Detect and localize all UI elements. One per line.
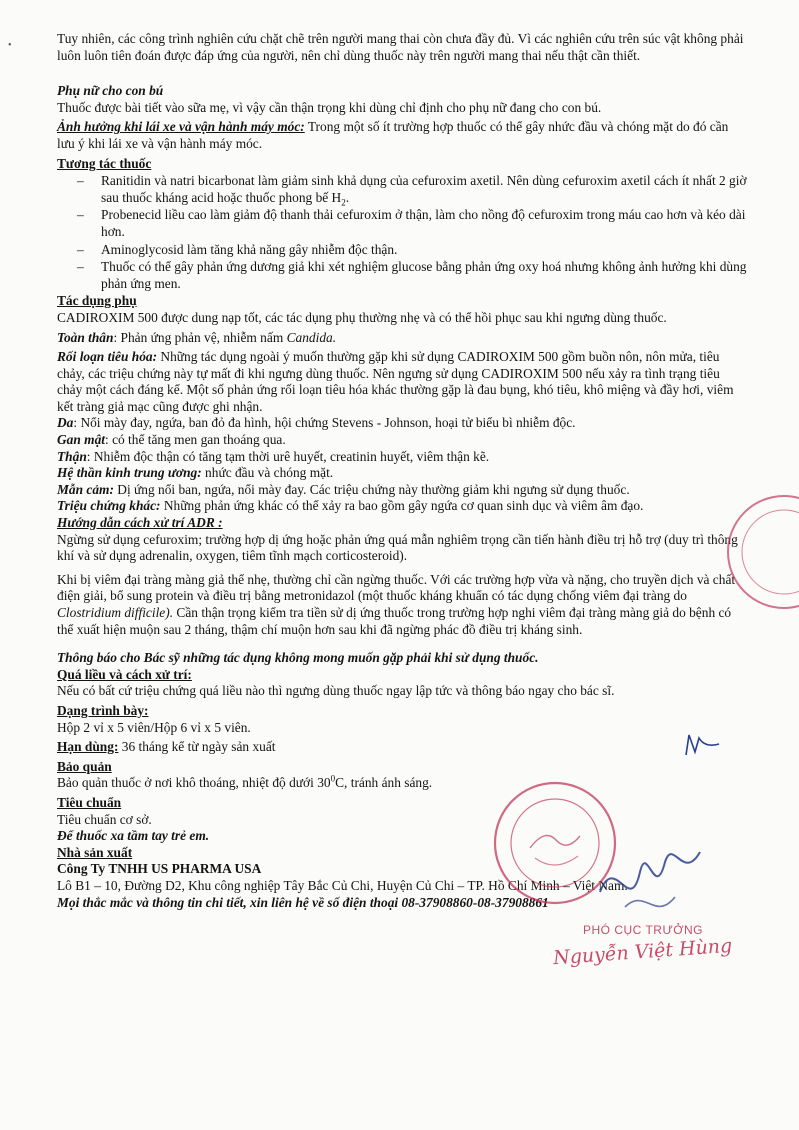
adr-text-2	[57, 572, 747, 638]
skin-text: : Nổi mày đay, ngứa, ban đỏ đa hình, hội chứng Stevens - Johnson, hoại tử biểu bì nhiễm độc.	[73, 415, 576, 431]
skin-label: Da	[57, 415, 74, 431]
storage-heading: Bảo quản	[57, 758, 112, 774]
expiry-paragraph	[57, 739, 747, 756]
intro-paragraph: Tuy nhiên, các công trình nghiên cứu chặt chẽ trên người mang thai còn chưa đầy đủ. Vì các nghiên cứu trên súc vật không phải luôn luôn tiên đoán được đáp ứng của người, nên chỉ dùng thuốc này trên người mang thai nếu thật cần thiết.	[57, 31, 744, 63]
driving-text: Trong một số ít trường hợp thuốc có thể gây nhức đầu và chóng mặt do đó cần lưu ý khi lái xe và vận hành máy móc.	[57, 119, 729, 151]
cns-label: Hệ thần kinh trung ương:	[57, 465, 202, 481]
liver-effects	[57, 432, 747, 449]
side-effects-intro: CADIROXIM 500 được dung nạp tốt, các tác dụng phụ thường nhẹ và có thể hồi phục sau khi ngưng dùng thuốc.	[57, 309, 667, 325]
digestive-label: Rối loạn tiêu hóa:	[57, 349, 158, 365]
candida-text: Candida.	[286, 329, 337, 345]
adr-text-2a: Khi bị viêm đại tràng màng giả thể nhẹ, thường chỉ cần ngừng thuốc. Với các trường hợp vừa và nặng, cho truyền dịch và chất điện giải, bổ sung protein và điều trị bằng metronidazol (một thuốc kháng khuẩn có tác dụng chống viêm đại tràng do	[57, 571, 736, 604]
general-text: : Phản ứng phản vệ, nhiễm nấm	[113, 329, 287, 345]
adr-text-2b: Cần thận trọng kiểm tra tiền sử dị ứng thuốc trong trường hợp nghi viêm đại tràng màng giả do bệnh có thể xuất hiện muộn sau 2 tháng, thậm chí muộn hơn sau khi đã ngừng phác đồ điều trị kháng sinh.	[57, 605, 732, 637]
overdose-heading: Quá liều và cách xử trí:	[57, 666, 192, 682]
signature-title: PHÓ CỤC TRƯỞNG	[583, 923, 703, 937]
breastfeeding-heading: Phụ nữ cho con bú	[57, 83, 164, 99]
general-label: Toàn thân	[57, 329, 114, 345]
presentation-text: Hộp 2 vỉ x 5 viên/Hộp 6 vỉ x 5 viên.	[57, 719, 251, 735]
storage-text-end: C, tránh ánh sáng.	[335, 775, 433, 791]
general-effects	[57, 330, 747, 347]
interaction-item: – Probenecid liều cao làm giảm độ thanh thải cefuroxim ở thận, làm cho nồng độ cefuroxim trong máu cao hơn và kéo dài hơn.	[57, 207, 747, 240]
standard-heading: Tiêu chuẩn	[57, 794, 122, 810]
presentation-heading: Dạng trình bày:	[57, 702, 149, 718]
other-label: Triệu chứng khác:	[57, 498, 161, 514]
breastfeeding-text: Thuốc được bài tiết vào sữa mẹ, vì vậy cần thận trọng khi dùng chỉ định cho phụ nữ đang cho con bú.	[57, 99, 602, 115]
other-text: Những phản ứng khác có thể xảy ra bao gồm gây ngứa cơ quan sinh dục và viêm âm đạo.	[160, 498, 644, 514]
manufacturer-address: Lô B1 – 10, Đường D2, Khu công nghiệp Tây Bắc Củ Chi, Huyện Củ Chi – TP. Hồ Chí Minh – Việt Nam.	[57, 877, 628, 893]
allergy-text: Dị ứng nổi ban, ngứa, nổi mày đay. Các triệu chứng này thường giảm khi ngưng sử dụng thuốc.	[113, 481, 630, 497]
subscript: 2	[341, 197, 346, 208]
children-warning: Để thuốc xa tầm tay trẻ em.	[57, 828, 210, 844]
scan-mark: •	[8, 40, 12, 51]
expiry-heading: Hạn dùng:	[57, 739, 119, 755]
skin-effects	[57, 415, 747, 432]
interaction-item: – Thuốc có thể gây phản ứng dương giả khi xét nghiệm glucose bằng phản ứng oxy hoá nhưng không ảnh hưởng khi dùng phản ứng men.	[57, 259, 747, 292]
driving-paragraph	[57, 119, 747, 152]
leaflet-page	[57, 31, 747, 911]
cns-effects	[57, 465, 747, 482]
degree-superscript: 0	[330, 773, 336, 784]
signature-name: Nguyễn Việt Hùng	[552, 934, 733, 970]
manufacturer-heading: Nhà sản xuất	[57, 844, 133, 860]
expiry-text: 36 tháng kể từ ngày sản xuất	[118, 739, 276, 755]
interaction-item: – Aminoglycosid làm tăng khả năng gây nhiễm độc thận.	[57, 242, 747, 259]
allergy-effects	[57, 482, 747, 499]
adr-heading: Hướng dẫn cách xử trí ADR :	[57, 515, 223, 531]
kidney-text: : Nhiễm độc thận có tăng tạm thời urê huyết, creatinin huyết, viêm thận kẽ.	[86, 448, 490, 464]
cns-text: nhức đầu và chóng mặt.	[201, 465, 334, 481]
other-effects	[57, 498, 747, 515]
digestive-text: Những tác dụng ngoài ý muốn thường gặp khi sử dụng CADIROXIM 500 gồm buồn nôn, nôn mửa, tiêu chảy, các triệu chứng này tự mất đi khi ngưng dùng thuốc. Nên ngưng sử dụng CADIROXIM 500 nếu xảy ra tình trạng tiêu chảy một cách đáng kể. Một số phản ứng rối loạn tiêu hóa khác thường gặp là đau bụng, khó tiêu, khô miệng và đầy hơi, viêm kết tràng giả mạc cũng được ghi nhận.	[57, 349, 734, 414]
punctuation: .	[345, 189, 350, 205]
clostridium-text: Clostridium difficile).	[57, 605, 174, 620]
manufacturer-name: Công Ty TNHH US PHARMA USA	[57, 861, 262, 877]
overdose-text: Nếu có bất cứ triệu chứng quá liều nào thì ngưng dùng thuốc ngay lập tức và thông báo ngay cho bác sĩ.	[57, 683, 615, 699]
storage-text	[57, 775, 747, 792]
storage-text-main: Bảo quản thuốc ở nơi khô thoáng, nhiệt độ dưới 30	[57, 775, 331, 791]
adr-text-1: Ngừng sử dụng cefuroxim; trường hợp dị ứng hoặc phản ứng quá mẫn nghiêm trọng cần tiến hành điều trị hỗ trợ (duy trì thông khí và sử dụng adrenalin, oxygen, tiêm tĩnh mạch corticosteroid).	[57, 531, 738, 564]
interactions-heading: Tương tác thuốc	[57, 155, 152, 171]
interaction-item	[57, 173, 747, 206]
allergy-label: Mẫn cảm:	[57, 481, 114, 497]
kidney-label: Thận	[57, 448, 87, 464]
kidney-effects	[57, 449, 747, 466]
liver-label: Gan mật	[57, 432, 105, 448]
contact-info: Mọi thắc mắc và thông tin chi tiết, xin liên hệ về số điện thoại 08-37908860-08-37908861	[57, 894, 549, 910]
interactions-list	[57, 173, 747, 292]
interaction-text: Ranitidin và natri bicarbonat làm giảm sinh khả dụng của cefuroxim axetil. Nên dùng cefuroxim axetil cách ít nhất 2 giờ sau thuốc kháng acid hoặc thuốc phong bế H	[101, 173, 747, 205]
digestive-effects	[57, 349, 747, 415]
liver-text: : có thể tăng men gan thoáng qua.	[105, 432, 286, 448]
driving-heading: Ảnh hưởng khi lái xe và vận hành máy móc:	[57, 119, 305, 135]
notice-text: Thông báo cho Bác sỹ những tác dụng không mong muốn gặp phải khi sử dụng thuốc.	[57, 650, 539, 666]
side-effects-heading: Tác dụng phụ	[57, 293, 137, 309]
standard-text: Tiêu chuẩn cơ sở.	[57, 811, 152, 827]
